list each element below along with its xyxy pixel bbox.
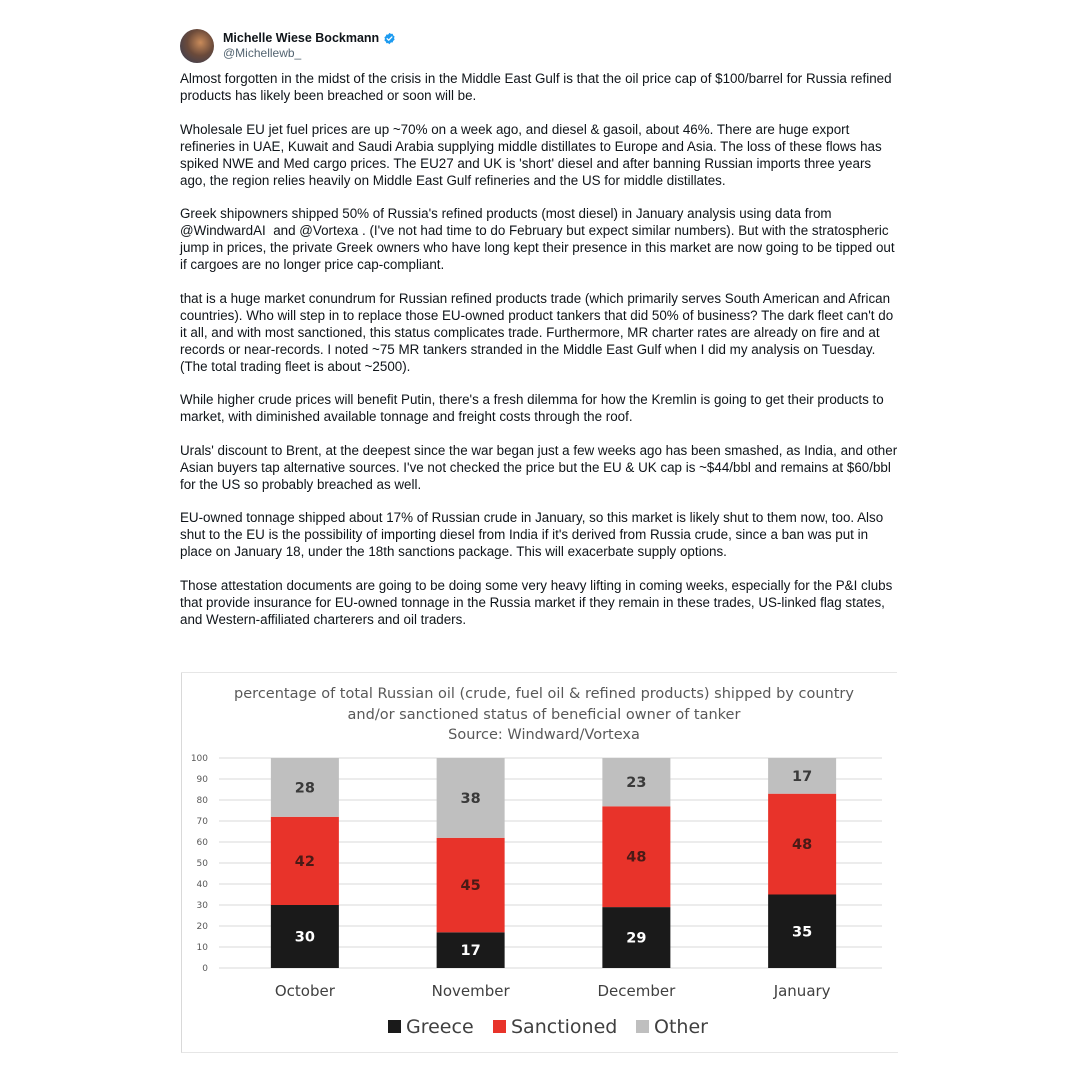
y-tick-label: 30 bbox=[196, 901, 208, 911]
legend-label-other: Other bbox=[654, 1016, 708, 1038]
tweet-paragraph-6: Urals' discount to Brent, at the deepest since the war began just a few weeks ago has been smashed, as India, and other Asian buyers tap alternative sources. I've not checked the price but the EU & UK cap is ~$44/bbl and remains at $60/bbl for the US so probably breached as well. bbox=[180, 442, 898, 492]
y-tick-label: 0 bbox=[202, 964, 208, 974]
chart-title-line: Source: Windward/Vortexa bbox=[448, 727, 640, 743]
data-label: 48 bbox=[792, 837, 813, 854]
chart-divider bbox=[181, 672, 897, 673]
tweet-paragraph-7: EU-owned tonnage shipped about 17% of Russian crude in January, so this market is likely shut to them now, too. Also shut to the EU is the possibility of importing diesel from India if it's derived from Russia crude, since a ban was put in place on January 18, under the 18th sanctions package. This will exacerbate supply options. bbox=[180, 510, 884, 559]
data-label: 29 bbox=[626, 930, 647, 947]
chart-title-line: and/or sanctioned status of beneficial owner of tanker bbox=[347, 707, 741, 723]
author-handle[interactable]: @Michellewb_ bbox=[223, 46, 302, 60]
data-label: 38 bbox=[460, 790, 481, 807]
tweet bbox=[180, 26, 900, 644]
tweet-paragraph-1: Almost forgotten in the midst of the crisis in the Middle East Gulf is that the oil price cap of $100/barrel for Russia refined products has likely been breached or soon will be. bbox=[180, 71, 892, 103]
chart-image[interactable] bbox=[181, 672, 898, 1053]
tweet-paragraph-4: that is a huge market conundrum for Russian refined products trade (which primarily serves South American and African countries). Who will step in to replace those EU-owned product tankers that did 50% of business? The dark fleet can't do it all, and with most sanctioned, this status complicates trade. Furthermore, MR charter rates are already on fire and at records or near-records. I noted ~75 MR tankers stranded in the Middle East Gulf when I did my analysis on Tuesday. (The total trading fleet is about ~2500). bbox=[180, 290, 894, 374]
tweet-paragraph-8: Those attestation documents are going to be doing some very heavy lifting in coming weeks, especially for the P&I clubs that provide insurance for EU-owned tonnage in the Russia market if they remain in these trades, US-linked flag states, and Western-affiliated charterers and oil traders. bbox=[180, 577, 893, 627]
legend-swatch-other bbox=[636, 1020, 649, 1033]
paragraph-text: . (I've not had time to do February but expect similar numbers). But with the stratospheric jump in prices, the private Greek owners who have long kept their presence in this market are now going to be tipped out if cargoes are no longer price cap-compliant. bbox=[180, 223, 895, 272]
legend-swatch-sanctioned bbox=[493, 1020, 506, 1033]
mention-link-vortexa[interactable]: @Vortexa bbox=[299, 223, 359, 238]
paragraph-text: Greek shipowners shipped 50% of Russia's refined products (most diesel) in January analysis using data from bbox=[180, 206, 832, 221]
data-label: 45 bbox=[460, 878, 481, 895]
data-label: 23 bbox=[626, 775, 647, 792]
legend-label-greece: Greece bbox=[406, 1016, 474, 1038]
y-tick-label: 90 bbox=[196, 775, 208, 785]
y-tick-label: 100 bbox=[190, 754, 208, 764]
mention-link-windward[interactable]: @WindwardAI bbox=[180, 223, 266, 238]
chart-title-line: percentage of total Russian oil (crude, fuel oil & refined products) shipped by country bbox=[234, 686, 854, 702]
y-tick-label: 80 bbox=[196, 796, 208, 806]
tweet-header bbox=[180, 26, 900, 66]
author-name[interactable]: Michelle Wiese Bockmann bbox=[223, 31, 380, 45]
author-name-row bbox=[223, 31, 396, 46]
tweet-body bbox=[180, 70, 900, 628]
data-label: 48 bbox=[626, 849, 647, 866]
stacked-bar-chart bbox=[182, 672, 898, 1052]
tweet-paragraph-3 bbox=[180, 205, 900, 273]
author-block bbox=[223, 31, 396, 61]
y-tick-label: 50 bbox=[196, 859, 208, 869]
x-category-label: December bbox=[597, 982, 676, 1000]
avatar[interactable] bbox=[180, 29, 214, 63]
data-label: 42 bbox=[294, 853, 315, 870]
data-label: 30 bbox=[294, 929, 315, 946]
data-label: 17 bbox=[460, 943, 481, 960]
y-tick-label: 20 bbox=[196, 922, 208, 932]
x-category-label: November bbox=[431, 982, 510, 1000]
y-tick-label: 60 bbox=[196, 838, 208, 848]
verified-badge-icon bbox=[383, 32, 396, 45]
tweet-paragraph-2: Wholesale EU jet fuel prices are up ~70% on a week ago, and diesel & gasoil, about 46%. There are huge export refineries in UAE, Kuwait and Saudi Arabia supplying middle distillates to Europe and Asia. The loss of these flows has spiked NWE and Med cargo prices. The EU27 and UK is 'short' diesel and after banning Russian imports three years ago, the region relies heavily on Middle East Gulf refineries and the US for middle distillates. bbox=[180, 121, 882, 188]
tweet-paragraph-5: While higher crude prices will benefit Putin, there's a fresh dilemma for how the Kremlin is going to get their products to market, with diminished available tonnage and freight costs through the roof. bbox=[180, 392, 884, 424]
data-label: 35 bbox=[792, 924, 813, 941]
legend-swatch-greece bbox=[388, 1020, 401, 1033]
y-tick-label: 40 bbox=[196, 880, 208, 890]
x-category-label: October bbox=[274, 982, 335, 1000]
data-label: 28 bbox=[294, 780, 315, 797]
paragraph-text: and bbox=[265, 223, 300, 238]
data-label: 17 bbox=[792, 768, 813, 785]
x-category-label: January bbox=[773, 982, 831, 1000]
y-tick-label: 10 bbox=[196, 943, 208, 953]
y-tick-label: 70 bbox=[196, 817, 208, 827]
legend-label-sanctioned: Sanctioned bbox=[511, 1016, 618, 1038]
